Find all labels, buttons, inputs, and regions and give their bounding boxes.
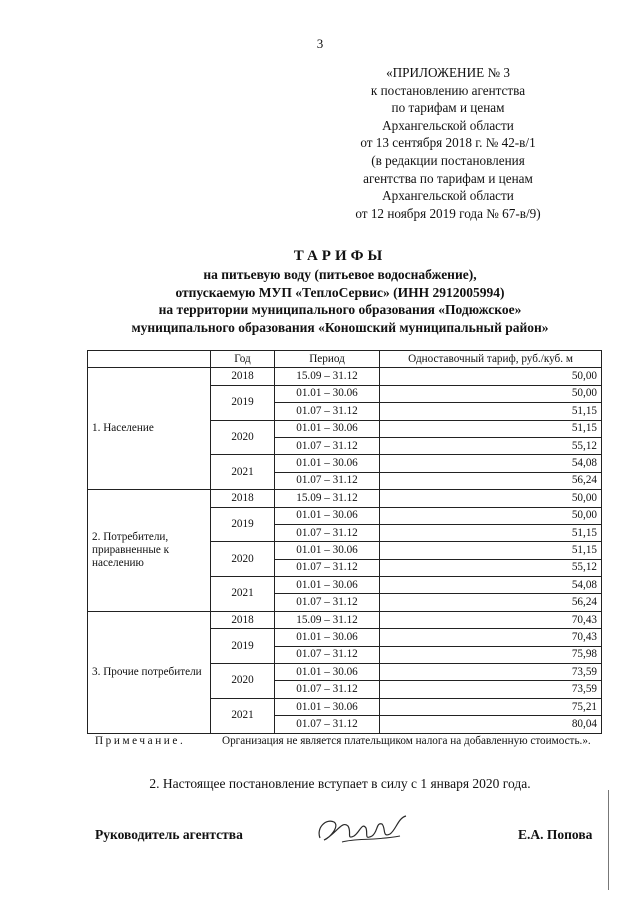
tariff-cell: 51,15 xyxy=(380,403,602,420)
tariff-cell: 51,15 xyxy=(380,542,602,559)
period-cell: 01.01 – 30.06 xyxy=(275,385,380,402)
signature xyxy=(312,808,412,850)
tariff-cell: 56,24 xyxy=(380,472,602,489)
appendix-line: по тарифам и ценам xyxy=(391,100,505,116)
tariff-cell: 70,43 xyxy=(380,611,602,628)
tariff-cell: 55,12 xyxy=(380,559,602,576)
tariff-cell: 73,59 xyxy=(380,681,602,698)
appendix-line: агентства по тарифам и ценам xyxy=(363,170,533,186)
tariff-cell: 54,08 xyxy=(380,577,602,594)
title-line: на питьевую воду (питьевое водоснабжение), xyxy=(203,267,477,282)
year-cell: 2018 xyxy=(211,368,275,385)
period-cell: 01.07 – 31.12 xyxy=(275,646,380,663)
year-cell: 2019 xyxy=(211,385,275,420)
period-cell: 01.01 – 30.06 xyxy=(275,542,380,559)
appendix-line: к постановлению агентства xyxy=(370,82,526,98)
period-cell: 01.01 – 30.06 xyxy=(275,455,380,472)
tariff-cell: 70,43 xyxy=(380,629,602,646)
column-header xyxy=(88,351,211,368)
page-number: 3 xyxy=(316,36,324,51)
column-header: Одноставочный тариф, руб./куб. м xyxy=(380,351,602,368)
document-title xyxy=(0,246,640,336)
year-cell: 2018 xyxy=(211,611,275,628)
margin-line xyxy=(608,790,609,890)
period-cell: 01.01 – 30.06 xyxy=(275,698,380,715)
period-cell: 15.09 – 31.12 xyxy=(275,611,380,628)
tariff-cell: 75,98 xyxy=(380,646,602,663)
period-cell: 01.07 – 31.12 xyxy=(275,472,380,489)
period-cell: 01.07 – 31.12 xyxy=(275,403,380,420)
consumer-group: 1. Население xyxy=(88,368,211,490)
year-cell: 2019 xyxy=(211,507,275,542)
tariff-cell: 55,12 xyxy=(380,437,602,454)
tariff-cell: 50,00 xyxy=(380,368,602,385)
title-heading: ТАРИФЫ xyxy=(293,248,387,264)
period-cell: 01.07 – 31.12 xyxy=(275,559,380,576)
period-cell: 01.07 – 31.12 xyxy=(275,524,380,541)
tariff-cell: 56,24 xyxy=(380,594,602,611)
signer-name: Е.А. Попова xyxy=(518,827,593,842)
year-cell: 2020 xyxy=(211,664,275,699)
title-line: на территории муниципального образования «Подюжское» xyxy=(158,302,522,317)
period-cell: 01.01 – 30.06 xyxy=(275,420,380,437)
year-cell: 2021 xyxy=(211,577,275,612)
title-line: отпускаемую МУП «ТеплоСервис» (ИНН 2912005994) xyxy=(175,284,505,300)
tariff-table xyxy=(87,350,602,734)
period-cell: 01.01 – 30.06 xyxy=(275,577,380,594)
period-cell: 01.01 – 30.06 xyxy=(275,629,380,646)
period-cell: 01.01 – 30.06 xyxy=(275,507,380,524)
note-text: Организация не является плательщиком налога на добавленную стоимость.». xyxy=(222,735,591,747)
year-cell: 2018 xyxy=(211,490,275,507)
tariff-cell: 54,08 xyxy=(380,455,602,472)
period-cell: 01.07 – 31.12 xyxy=(275,716,380,733)
effective-date-clause: 2. Настоящее постановление вступает в силу с 1 января 2020 года. xyxy=(149,776,531,791)
column-header: Год xyxy=(211,351,275,368)
year-cell: 2021 xyxy=(211,698,275,733)
note-label: Примечание. xyxy=(95,735,186,747)
appendix-line: Архангельской области xyxy=(382,117,514,133)
table-row xyxy=(88,490,602,507)
column-header: Период xyxy=(275,351,380,368)
period-cell: 15.09 – 31.12 xyxy=(275,490,380,507)
tariff-cell: 50,00 xyxy=(380,507,602,524)
tariff-cell: 73,59 xyxy=(380,664,602,681)
signer-title: Руководитель агентства xyxy=(95,827,243,842)
appendix-line: от 12 ноября 2019 года № 67-в/9) xyxy=(355,205,541,221)
table-header-row xyxy=(88,351,602,368)
tariff-cell: 50,00 xyxy=(380,385,602,402)
appendix-header xyxy=(318,64,578,222)
appendix-line: «ПРИЛОЖЕНИЕ № 3 xyxy=(386,65,510,80)
title-line: муниципального образования «Коношский муниципальный район» xyxy=(131,319,549,335)
period-cell: 01.07 – 31.12 xyxy=(275,594,380,611)
appendix-line: от 13 сентября 2018 г. № 42-в/1 xyxy=(360,135,536,151)
period-cell: 01.07 – 31.12 xyxy=(275,437,380,454)
table-row xyxy=(88,611,602,628)
period-cell: 01.07 – 31.12 xyxy=(275,681,380,698)
period-cell: 01.01 – 30.06 xyxy=(275,664,380,681)
tariff-cell: 80,04 xyxy=(380,716,602,733)
appendix-line: Архангельской области xyxy=(382,188,514,204)
tariff-cell: 50,00 xyxy=(380,490,602,507)
period-cell: 15.09 – 31.12 xyxy=(275,368,380,385)
year-cell: 2021 xyxy=(211,455,275,490)
consumer-group: 3. Прочие потребители xyxy=(88,611,211,733)
tariff-cell: 51,15 xyxy=(380,524,602,541)
year-cell: 2020 xyxy=(211,420,275,455)
tariff-cell: 51,15 xyxy=(380,420,602,437)
table-row xyxy=(88,368,602,385)
appendix-line: (в редакции постановления xyxy=(371,152,525,168)
year-cell: 2019 xyxy=(211,629,275,664)
consumer-group: 2. Потребители, приравненные к населению xyxy=(88,490,211,612)
tariff-cell: 75,21 xyxy=(380,698,602,715)
year-cell: 2020 xyxy=(211,542,275,577)
